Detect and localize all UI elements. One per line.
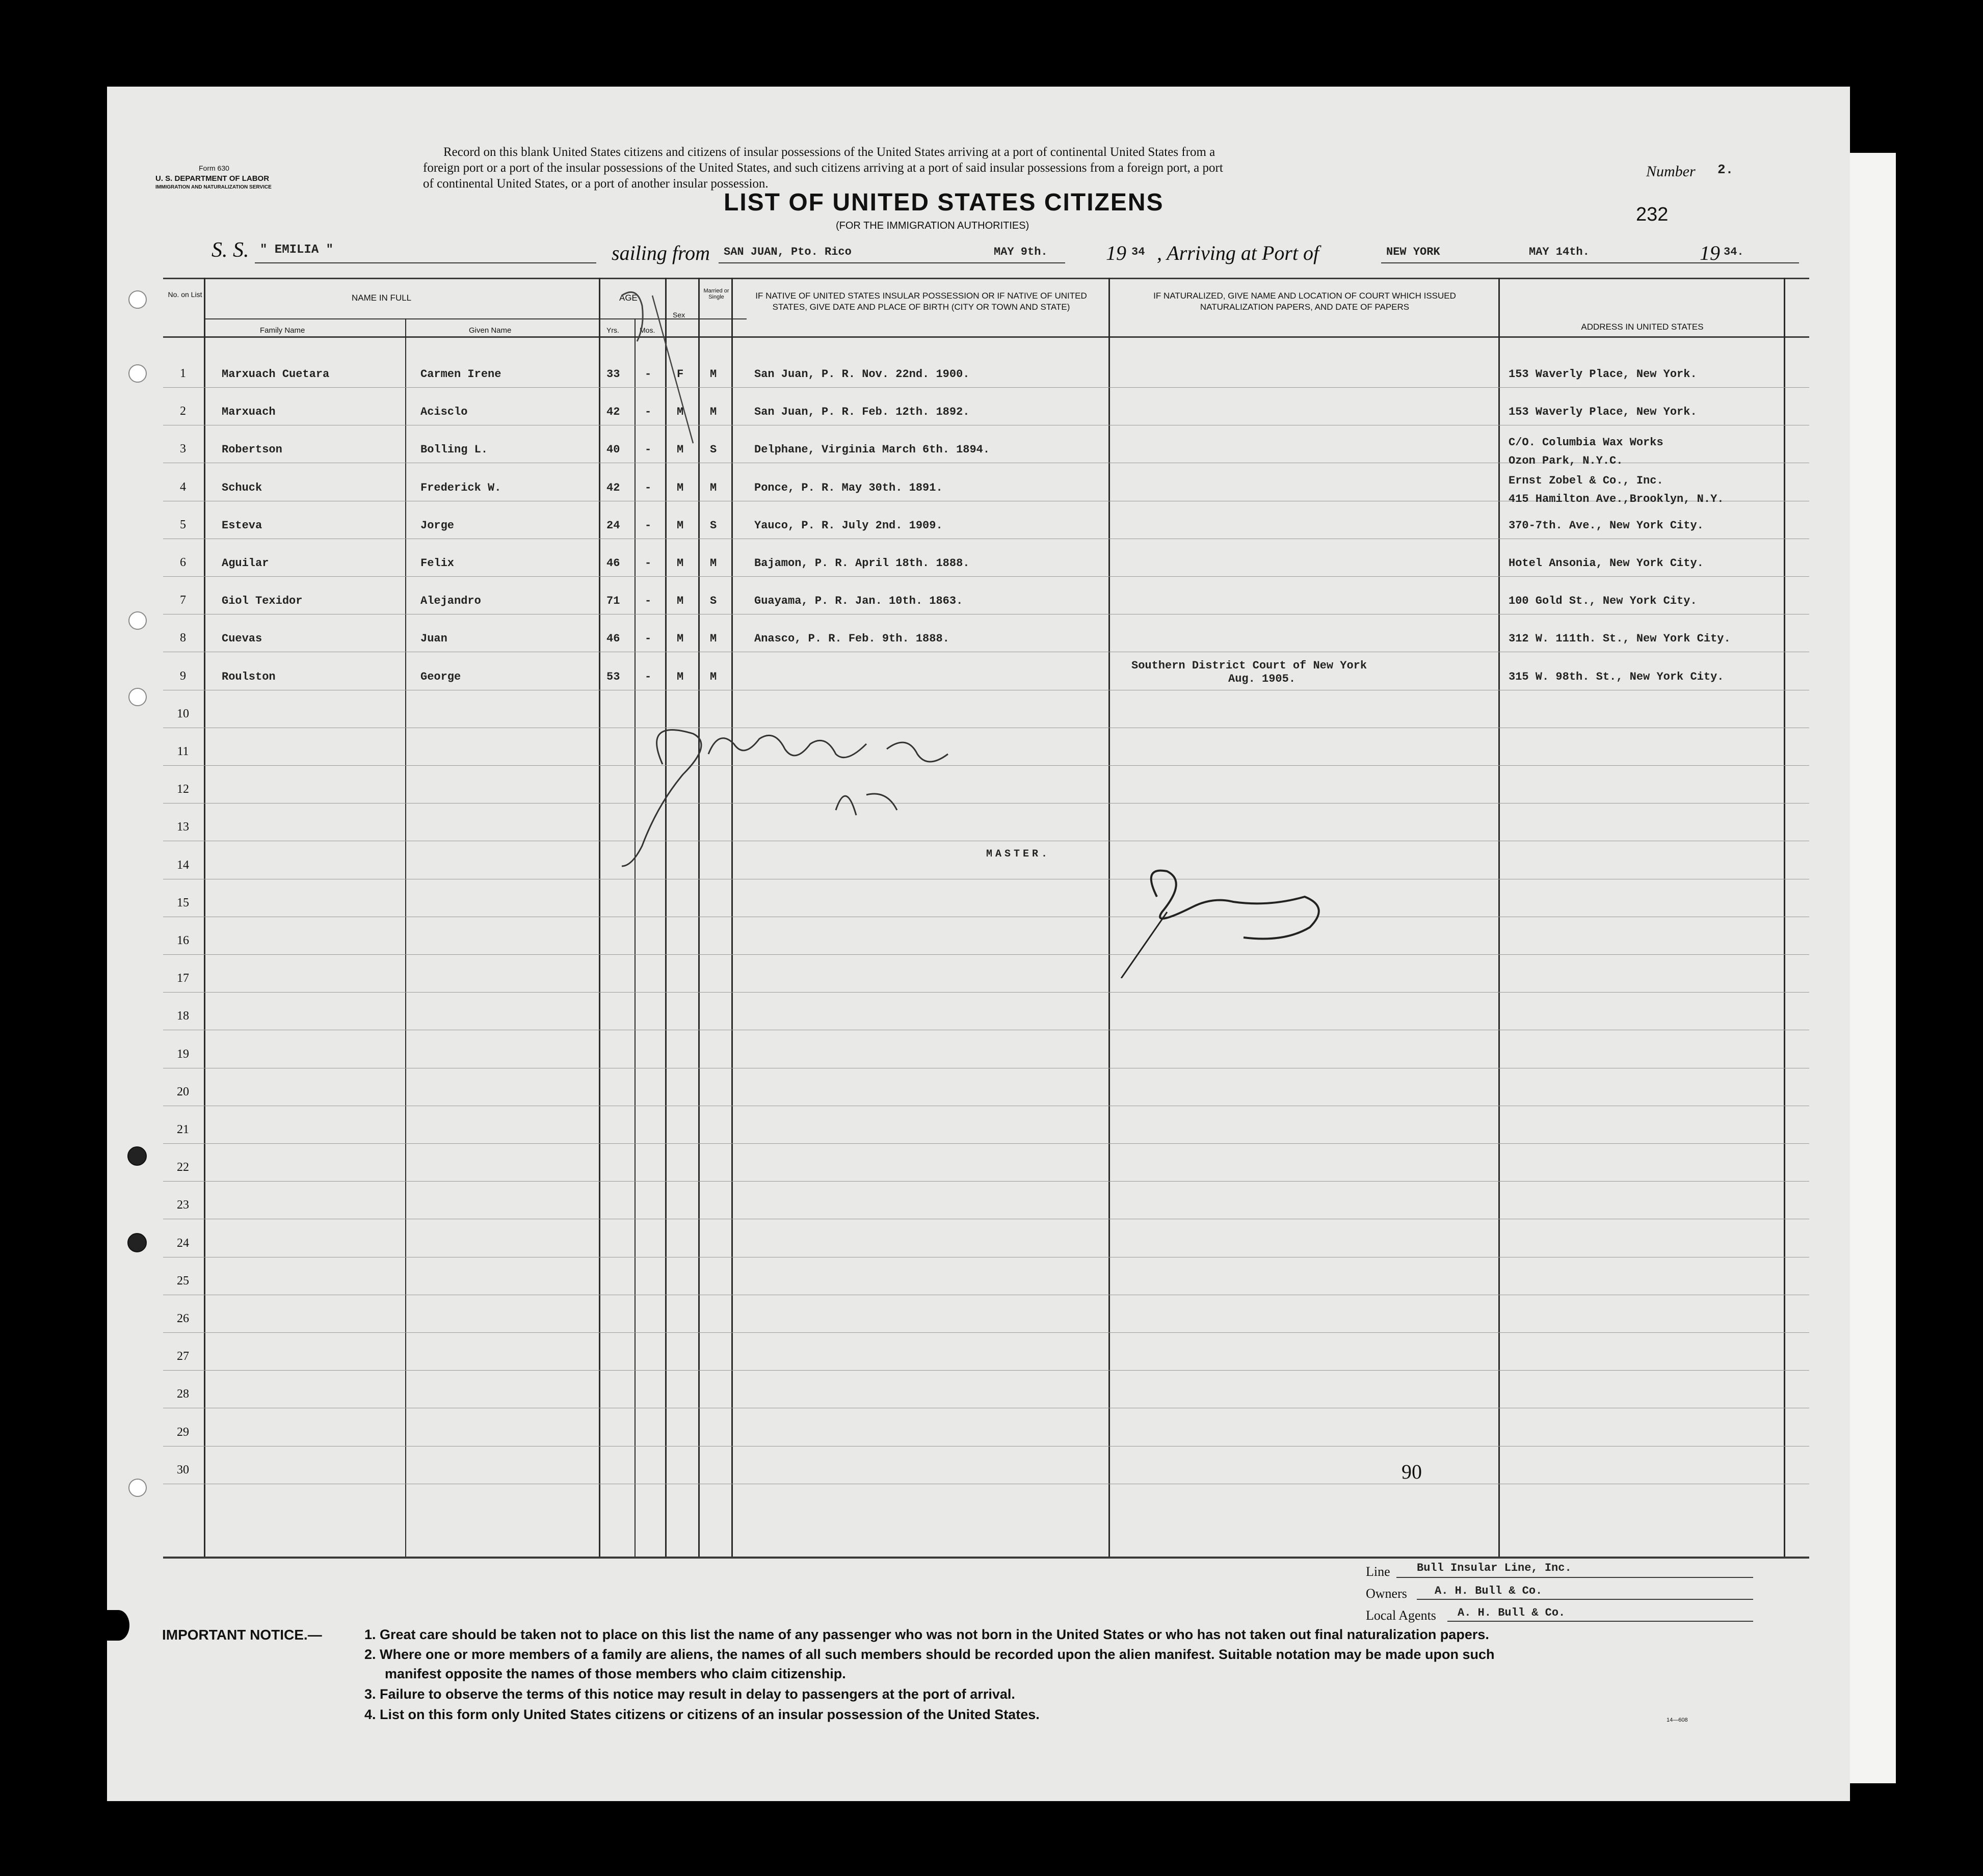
notice-item-4: 4. List on this form only United States citizens or citizens of an insular possession of the United States.: [364, 1707, 1040, 1722]
header-bottom-rule: [163, 336, 1809, 338]
row-rule: [163, 1332, 1809, 1333]
row-number: 18: [177, 1009, 189, 1023]
cell-addr1: 312 W. 111th. St., New York City.: [1509, 632, 1731, 645]
cell-given: Jorge: [420, 519, 455, 532]
cell-yrs: 24: [606, 519, 620, 532]
number-label: Number: [1646, 163, 1696, 180]
instruction-line-2: foreign port or a port of the insular possessions of the United States, and such citizens arriving at a port of said insular possessions from a foreign port, a port: [423, 161, 1223, 175]
agents-label: Local Agents: [1366, 1608, 1436, 1623]
row-number: 29: [177, 1426, 189, 1439]
sailing-date: MAY 9th.: [994, 246, 1048, 258]
header-sex: Sex: [673, 311, 685, 319]
ss-label: S. S.: [211, 238, 249, 262]
master-label: MASTER.: [986, 848, 1051, 860]
cell-ms: M: [710, 481, 717, 494]
cell-ms: S: [710, 519, 717, 532]
row-number: 5: [180, 518, 186, 531]
page-subtitle: (FOR THE IMMIGRATION AUTHORITIES): [836, 220, 1029, 231]
row-number: 1: [180, 367, 186, 380]
cell-mos: -: [645, 481, 652, 494]
cell-addr1: Hotel Ansonia, New York City.: [1509, 557, 1704, 570]
row-number: 22: [177, 1161, 189, 1174]
cell-addr2: Ozon Park, N.Y.C.: [1509, 454, 1623, 467]
cell-ms: M: [710, 671, 717, 683]
notice-item-2: 2. Where one or more members of a family are aliens, the names of all such members should be recorded upon the alien manifest. Suitable notation may be made upon such: [364, 1647, 1495, 1662]
department-name: U. S. DEPARTMENT OF LABOR: [155, 174, 270, 183]
instruction-line-3: of continental United States, or a port of another insular possession.: [423, 177, 769, 191]
cell-birth: Delphane, Virginia March 6th. 1894.: [754, 443, 990, 456]
row-number: 20: [177, 1085, 189, 1098]
row-number: 3: [180, 442, 186, 455]
cell-mos: -: [645, 671, 652, 683]
cell-ms: M: [710, 368, 717, 381]
handwritten-signature: [581, 713, 1345, 978]
arrival-year-prefix: 19: [1700, 242, 1720, 264]
row-rule: [163, 1143, 1809, 1144]
cell-birth: San Juan, P. R. Feb. 12th. 1892.: [754, 406, 970, 418]
cell-mos: -: [645, 595, 652, 607]
row-number: 15: [177, 896, 189, 909]
line-label: Line: [1366, 1564, 1390, 1579]
cell-addr1: 315 W. 98th. St., New York City.: [1509, 671, 1724, 683]
row-rule: [163, 992, 1809, 993]
service-name: IMMIGRATION AND NATURALIZATION SERVICE: [155, 184, 272, 190]
cell-ms: M: [710, 406, 717, 418]
table-top-rule: [163, 278, 1809, 279]
punch-hole: [128, 290, 147, 309]
cell-yrs: 42: [606, 406, 620, 418]
cell-yrs: 71: [606, 595, 620, 607]
notice-heading: IMPORTANT NOTICE.—: [162, 1627, 322, 1643]
agents-value: A. H. Bull & Co.: [1458, 1606, 1566, 1619]
owners-value: A. H. Bull & Co.: [1435, 1585, 1543, 1597]
header-married-single: Married or Single: [703, 288, 729, 300]
cell-ms: S: [710, 595, 717, 607]
cell-family: Marxuach: [222, 406, 276, 418]
cell-birth: Yauco, P. R. July 2nd. 1909.: [754, 519, 943, 532]
row-rule: [163, 576, 1809, 577]
arrival-date: MAY 14th.: [1529, 246, 1590, 258]
col-rule-nat: [1498, 278, 1500, 1557]
cell-given: Carmen Irene: [420, 368, 501, 381]
cell-family: Robertson: [222, 443, 282, 456]
cell-ms: M: [710, 557, 717, 570]
header-age: AGE: [619, 293, 638, 303]
header-naturalized: IF NATURALIZED, GIVE NAME AND LOCATION OF COURT WHICH ISSUED NATURALIZATION PAPERS, AND DATE OF PAPERS: [1153, 291, 1456, 312]
row-number: 17: [177, 972, 189, 985]
handwritten-check-marks: [617, 275, 708, 448]
cell-sex: M: [677, 557, 684, 570]
cell-mos: -: [645, 557, 652, 570]
row-number: 7: [180, 594, 186, 607]
punch-hole: [128, 1479, 147, 1497]
row-number: 9: [180, 669, 186, 683]
header-birth: IF NATIVE OF UNITED STATES INSULAR POSSESSION OR IF NATIVE OF UNITED STATES, GIVE DATE AND PLACE OF BIRTH (CITY OR TOWN AND STATE): [755, 291, 1087, 312]
row-number: 23: [177, 1198, 189, 1212]
line-value: Bull Insular Line, Inc.: [1417, 1562, 1572, 1574]
cell-given: Alejandro: [420, 595, 481, 607]
row-rule: [163, 387, 1809, 388]
row-number: 10: [177, 707, 189, 720]
cell-given: Bolling L.: [420, 443, 488, 456]
arriving-label: , Arriving at Port of: [1157, 242, 1319, 264]
row-number: 4: [180, 480, 186, 494]
cell-given: George: [420, 671, 461, 683]
cell-sex: M: [677, 406, 684, 418]
cell-yrs: 46: [606, 557, 620, 570]
form-code: 14—608: [1667, 1717, 1688, 1723]
cell-birth: San Juan, P. R. Nov. 22nd. 1900.: [754, 368, 970, 381]
cell-addr1: 370-7th. Ave., New York City.: [1509, 519, 1704, 532]
cell-given: Felix: [420, 557, 455, 570]
punch-hole: [128, 364, 147, 383]
ship-name: " EMILIA ": [260, 243, 334, 257]
cell-given: Acisclo: [420, 406, 468, 418]
cell-family: Cuevas: [222, 632, 262, 645]
sailing-from-rule: [719, 262, 1065, 263]
row-number: 14: [177, 859, 189, 872]
owners-label: Owners: [1366, 1586, 1407, 1601]
punch-hole: [127, 1233, 147, 1252]
page-title: LIST OF UNITED STATES CITIZENS: [724, 189, 1164, 216]
cell-yrs: 46: [606, 632, 620, 645]
year-prefix: 19: [1106, 242, 1126, 264]
cell-sex: M: [677, 671, 684, 683]
cell-yrs: 42: [606, 481, 620, 494]
cell-mos: -: [645, 443, 652, 456]
row-number: 26: [177, 1312, 189, 1325]
cell-mos: -: [645, 368, 652, 381]
arrival-rule: [1381, 262, 1799, 263]
cell-ms: S: [710, 443, 717, 456]
cell-family: Giol Texidor: [222, 595, 303, 607]
cell-birth: Bajamon, P. R. April 18th. 1888.: [754, 557, 970, 570]
cell-family: Aguilar: [222, 557, 269, 570]
row-number: 24: [177, 1237, 189, 1250]
cell-sex: M: [677, 595, 684, 607]
header-family-name: Family Name: [260, 326, 305, 335]
cell-addr1: 100 Gold St., New York City.: [1509, 595, 1697, 607]
page-number: 232: [1636, 204, 1669, 225]
form-number: Form 630: [199, 164, 229, 172]
row-number: 27: [177, 1350, 189, 1363]
table-bottom-rule: [163, 1557, 1809, 1559]
col-rule-no: [204, 278, 205, 1557]
cell-birth: Ponce, P. R. May 30th. 1891.: [754, 481, 943, 494]
cell-given: Juan: [420, 632, 447, 645]
line-rule: [1396, 1577, 1753, 1578]
header-address: ADDRESS IN UNITED STATES: [1581, 322, 1704, 332]
arrival-year: 34.: [1724, 246, 1744, 258]
stamp-number: 90: [1402, 1460, 1422, 1483]
cell-addr2: 415 Hamilton Ave.,Brooklyn, N.Y.: [1509, 493, 1724, 505]
cell-sex: M: [677, 443, 684, 456]
cell-naturalization-court: Southern District Court of New York: [1131, 659, 1367, 672]
cell-given: Frederick W.: [420, 481, 501, 494]
cell-addr1: Ernst Zobel & Co., Inc.: [1509, 474, 1663, 487]
cell-sex: M: [677, 632, 684, 645]
number-value: 2.: [1717, 162, 1734, 177]
row-number: 16: [177, 934, 189, 947]
cell-sex: M: [677, 519, 684, 532]
notice-item-2-cont: manifest opposite the names of those members who claim citizenship.: [385, 1666, 846, 1681]
punch-hole: [128, 611, 147, 630]
arrival-port: NEW YORK: [1386, 246, 1440, 258]
cell-yrs: 33: [606, 368, 620, 381]
header-given-name: Given Name: [469, 326, 512, 335]
cell-family: Roulston: [222, 671, 276, 683]
cell-family: Schuck: [222, 481, 262, 494]
cell-birth: Anasco, P. R. Feb. 9th. 1888.: [754, 632, 949, 645]
row-number: 28: [177, 1387, 189, 1401]
notice-item-1: 1. Great care should be taken not to place on this list the name of any passenger who was not born in the United States or who has not taken out final naturalization papers.: [364, 1627, 1489, 1642]
row-number: 8: [180, 631, 186, 645]
cell-mos: -: [645, 406, 652, 418]
cell-ms: M: [710, 632, 717, 645]
row-number: 6: [180, 556, 186, 569]
owners-rule: [1417, 1599, 1753, 1600]
punch-hole: [127, 1146, 147, 1166]
cell-family: Marxuach Cuetara: [222, 368, 330, 381]
header-no-on-list: No. on List: [168, 290, 202, 299]
row-number: 21: [177, 1123, 189, 1136]
row-number: 25: [177, 1274, 189, 1288]
row-rule: [163, 1181, 1809, 1182]
col-rule-address: [1784, 278, 1785, 1557]
cell-mos: -: [645, 632, 652, 645]
punch-hole: [128, 688, 147, 706]
cell-yrs: 40: [606, 443, 620, 456]
cell-birth: Guayama, P. R. Jan. 10th. 1863.: [754, 595, 963, 607]
sailing-from: SAN JUAN, Pto. Rico: [724, 246, 852, 258]
cell-sex: F: [677, 368, 684, 381]
header-yrs: Yrs.: [606, 326, 619, 334]
row-number: 19: [177, 1048, 189, 1061]
cell-family: Esteva: [222, 519, 262, 532]
sailing-label: sailing from: [612, 242, 710, 264]
cell-yrs: 53: [606, 671, 620, 683]
cell-sex: M: [677, 481, 684, 494]
cell-addr1: C/O. Columbia Wax Works: [1509, 436, 1663, 449]
manifest-page: [107, 87, 1850, 1801]
header-name-in-full: NAME IN FULL: [352, 293, 412, 303]
cell-addr1: 153 Waverly Place, New York.: [1509, 406, 1697, 418]
ship-name-rule: [255, 262, 596, 263]
notice-item-3: 3. Failure to observe the terms of this notice may result in delay to passengers at the port of arrival.: [364, 1686, 1015, 1702]
agents-rule: [1447, 1621, 1753, 1622]
cell-mos: -: [645, 519, 652, 532]
instruction-line-1: Record on this blank United States citizens and citizens of insular possessions of the United States arriving at a port of continental United States from a: [443, 145, 1215, 159]
row-number: 12: [177, 783, 189, 796]
sailing-year: 34: [1131, 246, 1145, 258]
header-mos: Mos.: [640, 326, 655, 334]
row-number: 11: [177, 745, 189, 758]
row-number: 30: [177, 1463, 189, 1477]
row-rule: [163, 1370, 1809, 1371]
cell-addr1: 153 Waverly Place, New York.: [1509, 368, 1697, 381]
row-number: 13: [177, 820, 189, 834]
cell-naturalization-date: Aug. 1905.: [1228, 673, 1296, 685]
col-rule-family: [405, 318, 406, 1557]
row-number: 2: [180, 405, 186, 418]
torn-edge: [107, 1610, 129, 1641]
